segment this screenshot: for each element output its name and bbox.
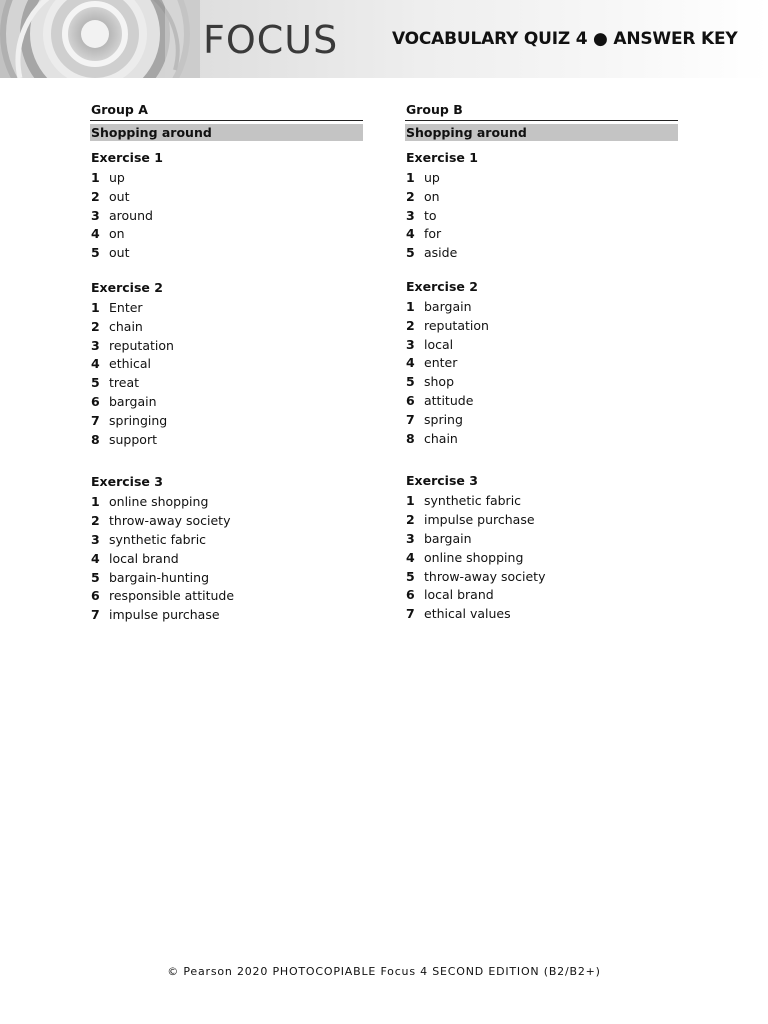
exercise-title: Exercise 3 [406,473,478,489]
item-answer: bargain [109,393,157,409]
item-answer: out [109,188,130,204]
answer-item [405,225,678,244]
answer-item [405,530,678,549]
item-number: 3 [406,207,415,223]
answer-item [405,430,678,449]
item-answer: around [109,207,153,223]
page-title: VOCABULARY QUIZ 4 ● ANSWER KEY [392,29,738,49]
item-answer: local brand [109,550,179,566]
item-number: 5 [91,245,100,261]
item-number: 7 [406,606,415,622]
item-number: 1 [91,299,100,315]
answer-item [405,492,678,511]
answer-item [405,336,678,355]
group-a-column [90,102,363,625]
item-answer: online shopping [109,494,209,510]
answer-item [90,393,363,412]
item-answer: attitude [424,392,474,408]
item-answer: reputation [109,337,174,353]
topic-bar: Shopping around [90,124,363,141]
item-answer: springing [109,412,168,428]
item-number: 5 [91,569,100,585]
item-number: 2 [406,317,415,333]
answer-item [405,549,678,568]
item-number: 5 [406,245,415,261]
item-answer: synthetic fabric [424,493,522,509]
exercise-1 [405,150,678,263]
item-answer: to [424,207,437,223]
item-number: 3 [91,531,100,547]
item-number: 4 [406,549,415,565]
answer-item [90,318,363,337]
item-answer: throw-away society [109,513,231,529]
item-answer: online shopping [424,549,524,565]
item-answer: impulse purchase [109,607,220,623]
item-number: 4 [91,356,100,372]
page-header [0,0,768,78]
item-number: 8 [406,430,415,446]
answer-item [90,225,363,244]
item-number: 4 [91,550,100,566]
item-number: 2 [91,188,100,204]
item-answer: shop [424,374,455,390]
item-answer: chain [109,318,143,334]
answer-item [405,317,678,336]
item-number: 3 [91,337,100,353]
answer-item [90,188,363,207]
item-answer: out [109,245,130,261]
item-number: 3 [406,530,415,546]
answer-item [90,355,363,374]
item-answer: up [109,170,125,185]
item-answer: local brand [424,587,494,603]
exercise-title: Exercise 2 [91,279,163,295]
item-answer: bargain [424,298,472,314]
exercise-title: Exercise 2 [406,278,478,294]
item-answer: throw-away society [424,568,546,584]
item-number: 4 [91,226,100,242]
answer-item [90,512,363,531]
answer-item [405,392,678,411]
item-answer: ethical [109,356,151,372]
answer-item [405,511,678,530]
answer-item [405,244,678,263]
exercise-title: Exercise 3 [91,474,163,490]
exercise-2 [405,279,678,448]
item-answer: Enter [109,299,143,315]
item-number: 8 [91,431,100,447]
item-number: 6 [91,393,100,409]
group-title: Group B [405,102,678,121]
exercise-title: Exercise 1 [406,150,478,165]
item-answer: local [424,336,454,352]
answer-item [90,493,363,512]
answer-item [405,298,678,317]
group-b-column [405,102,678,624]
item-answer: responsible attitude [109,588,235,604]
answer-item [90,550,363,569]
answer-item [90,337,363,356]
item-number: 4 [406,226,415,242]
item-number: 1 [406,298,415,314]
item-number: 5 [91,375,100,391]
answer-item [90,169,363,188]
exercise-3 [90,474,363,625]
answer-item [90,431,363,450]
focus-logo: FOCUS [203,18,339,62]
item-answer: synthetic fabric [109,531,207,547]
page-footer: © Pearson 2020 PHOTOCOPIABLE Focus 4 SECOND EDITION (B2/B2+) [167,965,601,978]
answer-item [405,169,678,188]
item-number: 1 [91,170,100,185]
item-number: 1 [406,170,415,185]
item-number: 6 [91,588,100,604]
exercise-3 [405,473,678,624]
answer-item [90,299,363,318]
item-answer: bargain-hunting [109,569,210,585]
item-answer: up [424,170,440,185]
item-answer: on [109,226,125,242]
answer-item [90,207,363,226]
exercise-1 [90,150,363,263]
answer-item [405,586,678,605]
answer-item [90,587,363,606]
item-number: 4 [406,355,415,371]
item-answer: on [424,188,440,204]
answer-item [405,411,678,430]
answer-item [405,354,678,373]
item-number: 3 [91,207,100,223]
answer-item [90,244,363,263]
item-answer: bargain [424,530,472,546]
item-answer: spring [424,411,463,427]
item-answer: reputation [424,317,489,333]
answer-item [405,373,678,392]
answer-item [90,374,363,393]
item-number: 7 [91,607,100,623]
answer-item [405,188,678,207]
item-number: 7 [91,412,100,428]
item-number: 2 [91,318,100,334]
item-answer: ethical values [424,606,511,622]
item-number: 2 [91,513,100,529]
item-number: 6 [406,392,415,408]
item-number: 6 [406,587,415,603]
item-answer: impulse purchase [424,512,535,528]
item-number: 7 [406,411,415,427]
answer-item [405,605,678,624]
answer-item [90,412,363,431]
item-number: 1 [91,494,100,510]
answer-item [405,207,678,226]
item-answer: enter [424,355,458,371]
item-number: 1 [406,493,415,509]
answer-item [90,569,363,588]
answer-item [90,531,363,550]
item-answer: for [424,226,442,242]
topic-bar: Shopping around [405,124,678,141]
item-answer: support [109,431,157,447]
item-answer: aside [424,245,458,261]
exercise-2 [90,280,363,449]
group-title: Group A [90,102,363,121]
item-number: 5 [406,374,415,390]
focus-rings-graphic [0,0,200,78]
item-number: 3 [406,336,415,352]
answer-item [405,568,678,587]
item-answer: chain [424,430,458,446]
answer-item [90,606,363,625]
item-answer: treat [109,375,140,391]
exercise-title: Exercise 1 [91,150,163,165]
item-number: 2 [406,188,415,204]
item-number: 5 [406,568,415,584]
item-number: 2 [406,512,415,528]
